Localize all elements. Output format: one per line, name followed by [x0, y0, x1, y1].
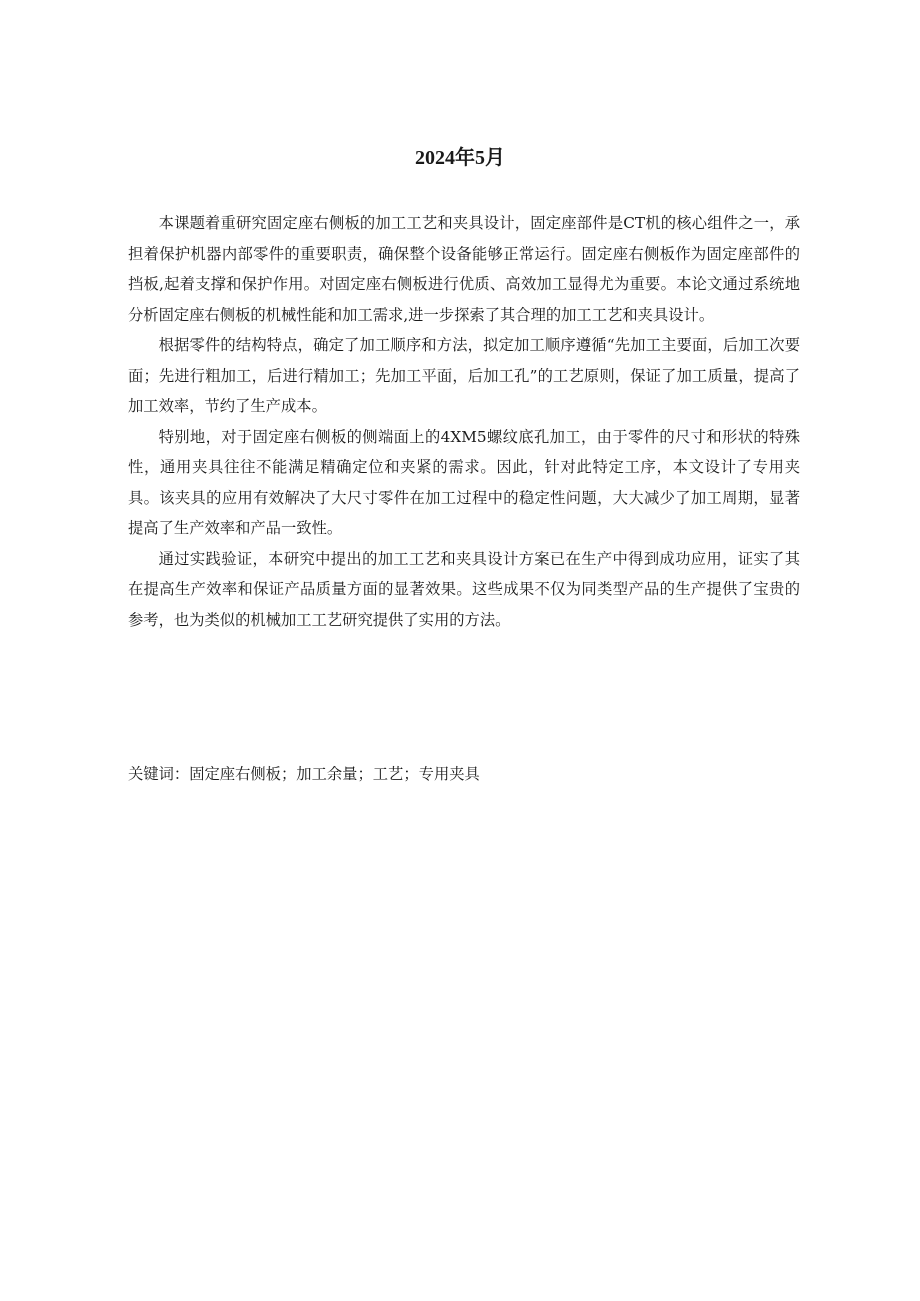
abstract-paragraph-4: 通过实践验证，本研究中提出的加工工艺和夹具设计方案已在生产中得到成功应用，证实了其在提高生产效率和保证产品质量方面的显著效果。这些成果不仅为同类型产品的生产提供了宝贵的参考，也为类似的机械加工工艺研究提供了实用的方法。 — [128, 549, 800, 629]
abstract-body — [128, 208, 800, 635]
abstract-paragraph-2: 根据零件的结构特点，确定了加工顺序和方法，拟定加工顺序遵循“先加工主要面，后加工次要面；先进行粗加工，后进行精加工；先加工平面，后加工孔”的工艺原则，保证了加工质量，提高了加工效率，节约了生产成本。 — [128, 336, 800, 415]
abstract-paragraph-3: 特别地，对于固定座右侧板的侧端面上的4XM5螺纹底孔加工，由于零件的尺寸和形状的特殊性，通用夹具往往不能满足精确定位和夹紧的需求。因此，针对此特定工序，本文设计了专用夹具。该夹具的应用有效解决了大尺寸零件在加工过程中的稳定性问题，大大减少了加工周期，显著提高了生产效率和产品一致性。 — [128, 427, 800, 537]
date-heading: 2024年5月 — [415, 147, 505, 169]
abstract-paragraph-1: 本课题着重研究固定座右侧板的加工工艺和夹具设计，固定座部件是CT机的核心组件之一，承担着保护机器内部零件的重要职责，确保整个设备能够正常运行。固定座右侧板作为固定座部件的挡板,起着支撑和保护作用。对固定座右侧板进行优质、高效加工显得尤为重要。本论文通过系统地分析固定座右侧板的机械性能和加工需求,进一步探索了其合理的加工工艺和夹具设计。 — [128, 214, 800, 324]
keywords-line: 关键词：固定座右侧板；加工余量；工艺；专用夹具 — [128, 765, 480, 783]
